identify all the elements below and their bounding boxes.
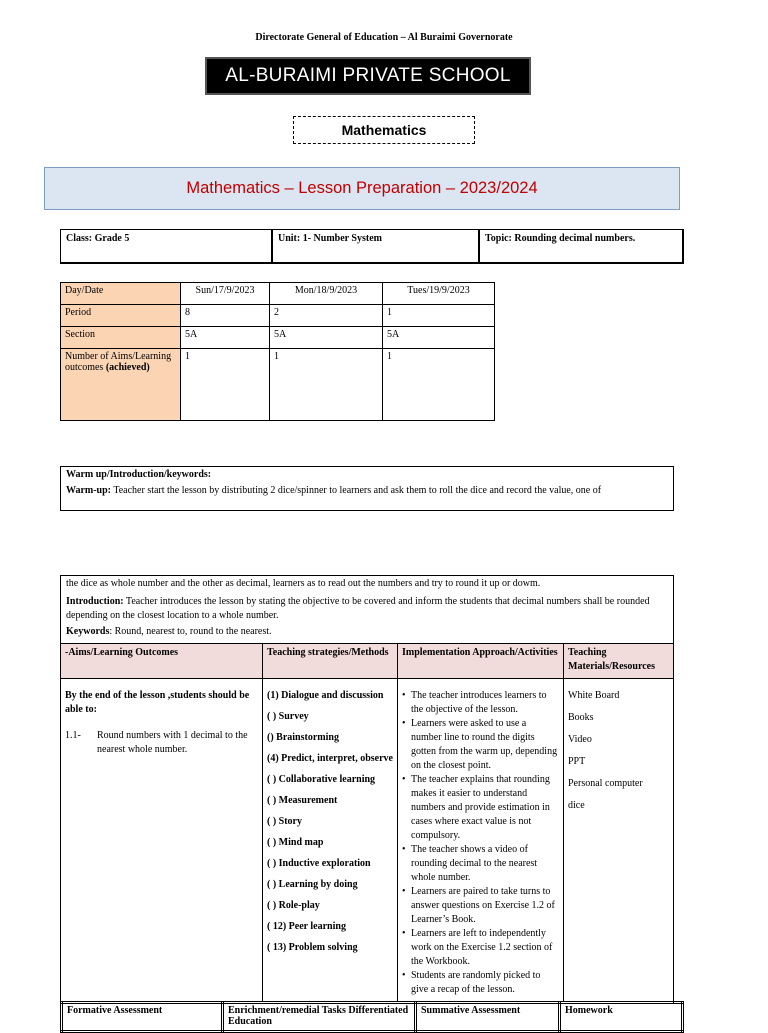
schedule-label [61, 349, 181, 421]
aims-cell [61, 687, 263, 1001]
activity-item: • The teacher introduces learners to the objective of the lesson. [411, 689, 559, 717]
activity-item: • The teacher shows a video of rounding decimal to the nearest whole number. [411, 843, 559, 885]
activity-item: • Learners are paired to take turns to answer questions on Exercise 1.2 of Learner’s Book. [411, 885, 559, 927]
materials-cell [564, 687, 674, 1001]
class-cell: Class: Grade 5 [61, 230, 273, 264]
material-item: Personal computer [568, 777, 643, 789]
strategy-item: ( ) Role-play [267, 899, 320, 911]
strategy-item: ( ) Collaborative learning [267, 773, 376, 785]
grid-header-strategies: Teaching strategies/Methods [263, 644, 398, 679]
schedule-date: Sun/17/9/2023 [181, 283, 270, 305]
activities-list [402, 689, 559, 997]
introduction-body: Teacher introduces the lesson by stating the objective to be covered and inform the students that decimal numbers shall be rounded depending on the closest location to a whole number. [66, 596, 650, 621]
schedule-outcomes: 1 [383, 349, 495, 421]
activity-item: • The teacher explains that rounding makes it easier to understand numbers and provide estimation in cases where exact value is not compulsory. [411, 773, 559, 843]
schedule-date: Tues/19/9/2023 [383, 283, 495, 305]
strategy-item: (4) Predict, interpret, observe [267, 752, 393, 764]
subject-label: Mathematics [293, 116, 475, 144]
warmup-continuation: the dice as whole number and the other as decimal, learners as to read out the numbers and try to round it up or dowm. [66, 578, 541, 589]
introduction-text [61, 594, 673, 624]
strategy-item: ( ) Mind map [267, 836, 324, 848]
material-item: PPT [568, 755, 586, 767]
keywords-body: : Round, nearest to, round to the nearest. [109, 626, 272, 637]
strategy-item: () Brainstorming [267, 731, 339, 743]
activity-item: • Learners were asked to use a number line to round the digits gotten from the warm up, depending on the closest point. [411, 717, 559, 773]
schedule-table [60, 282, 495, 421]
activity-item: • Students are randomly picked to give a recap of the lesson. [411, 969, 559, 997]
topic-cell: Topic: Rounding decimal numbers. [479, 230, 683, 264]
activity-item: • Learners are left to independently work on the Exercise 1.2 section of the Workbook. [411, 927, 559, 969]
grid-header-materials: Teaching Materials/Resources [564, 644, 674, 679]
aim-text: Round numbers with 1 decimal to the nearest whole number. [97, 729, 248, 755]
strategy-item: (1) Dialogue and discussion [267, 689, 384, 701]
strategy-item: ( 12) Peer learning [267, 920, 346, 932]
assessment-table [60, 1001, 684, 1033]
lesson-grid [61, 643, 673, 1001]
aims-intro: By the end of the lesson ,students should be able to: [65, 689, 250, 715]
strategies-cell [263, 687, 398, 1001]
class-info-table [60, 229, 684, 264]
lesson-title-banner: Mathematics – Lesson Preparation – 2023/2024 [44, 167, 680, 210]
schedule-label: Day/Date [61, 283, 181, 305]
schedule-period: 8 [181, 305, 270, 327]
warmup-text [66, 485, 668, 496]
summative-assessment-header: Summative Assessment [416, 1003, 560, 1032]
schedule-period: 2 [270, 305, 383, 327]
schedule-section: 5A [383, 327, 495, 349]
schedule-date: Mon/18/9/2023 [270, 283, 383, 305]
outcomes-label: Number of Aims/Learning outcomes [65, 351, 172, 373]
warmup-body: Teacher start the lesson by distributing 2 dice/spinner to learners and ask them to roll the dice and record the value, one of [111, 485, 602, 496]
material-item: White Board [568, 689, 620, 701]
schedule-section: 5A [181, 327, 270, 349]
strategy-item: ( ) Survey [267, 710, 309, 722]
lesson-plan-box [60, 575, 674, 1004]
strategy-item: ( 13) Problem solving [267, 941, 358, 953]
school-name-banner: AL-BURAIMI PRIVATE SCHOOL [205, 57, 531, 95]
aim-number: 1.1- [65, 729, 81, 741]
strategy-item: ( ) Measurement [267, 794, 338, 806]
grid-header-activities: Implementation Approach/Activities [398, 644, 564, 679]
keywords-text [61, 624, 673, 640]
directorate-heading: Directorate General of Education – Al Buraimi Governorate [255, 32, 513, 43]
warmup-box [60, 466, 674, 511]
schedule-period: 1 [383, 305, 495, 327]
unit-cell: Unit: 1- Number System [272, 230, 479, 264]
keywords-label: Keywords [66, 626, 110, 637]
schedule-outcomes: 1 [270, 349, 383, 421]
introduction-label: Introduction: [66, 596, 124, 607]
schedule-outcomes: 1 [181, 349, 270, 421]
schedule-label: Period [61, 305, 181, 327]
grid-header-aims: -Aims/Learning Outcomes [61, 644, 263, 679]
enrichment-header: Enrichment/remedial Tasks Differentiated Education [223, 1003, 416, 1032]
material-item: Books [568, 711, 594, 723]
schedule-section: 5A [270, 327, 383, 349]
strategy-item: ( ) Story [267, 815, 302, 827]
schedule-label: Section [61, 327, 181, 349]
formative-assessment-header: Formative Assessment [62, 1003, 223, 1032]
strategy-item: ( ) Inductive exploration [267, 857, 371, 869]
outcomes-achieved: (achieved) [105, 362, 150, 373]
warmup-heading: Warm up/Introduction/keywords: [66, 469, 212, 480]
material-item: Video [568, 733, 592, 745]
homework-header: Homework [560, 1003, 683, 1032]
strategy-item: ( ) Learning by doing [267, 878, 358, 890]
aim-item [65, 729, 258, 757]
activities-cell [398, 687, 564, 1001]
warmup-label: Warm-up: [66, 485, 111, 496]
material-item: dice [568, 799, 585, 811]
